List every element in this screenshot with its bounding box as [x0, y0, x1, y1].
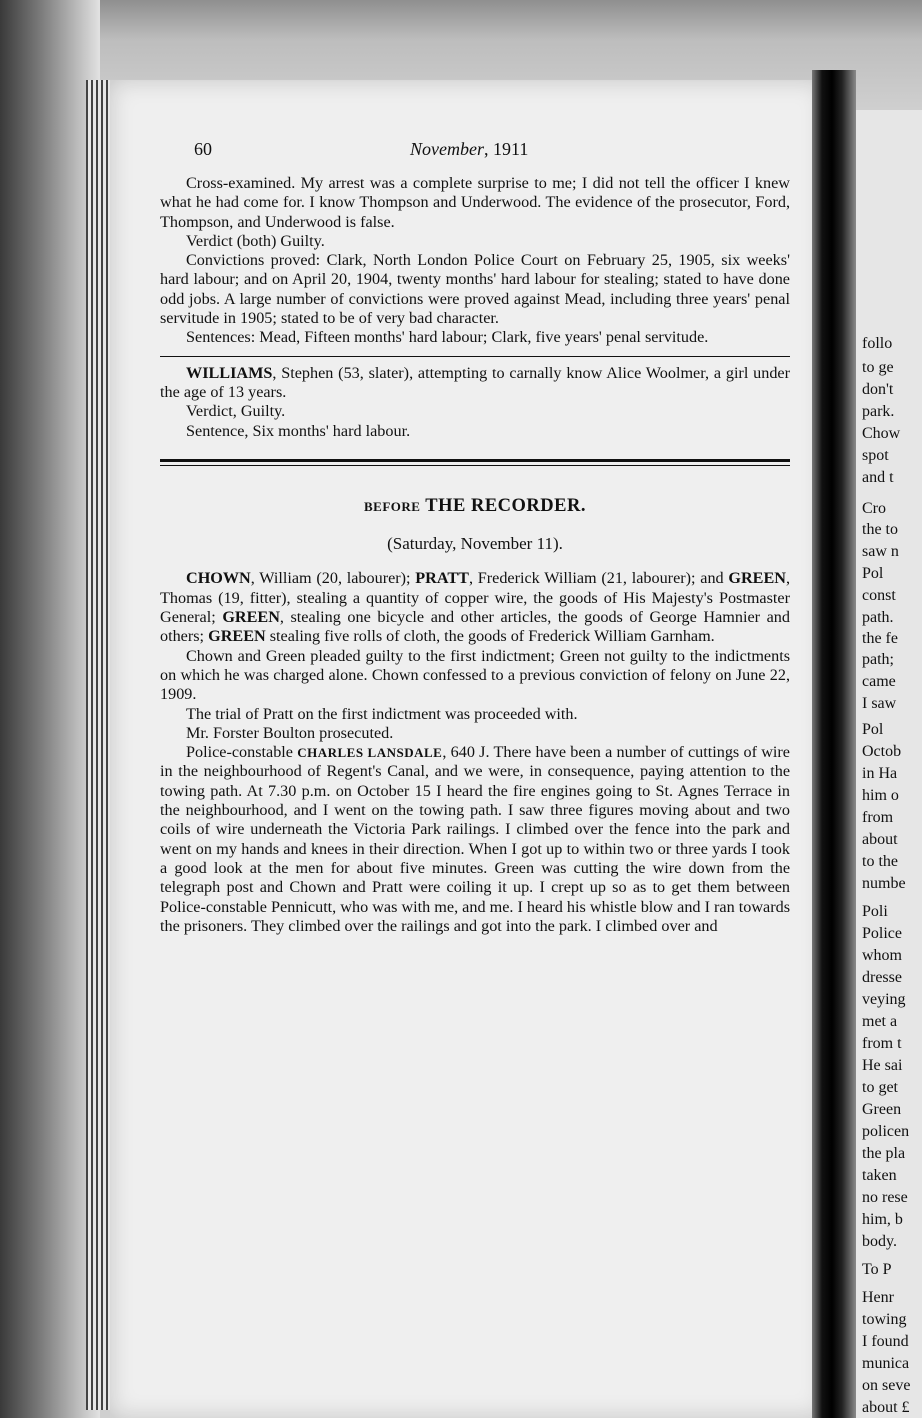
right-page-line: to the: [862, 853, 898, 870]
trial-paragraph: The trial of Pratt on the first indictment was proceeded with.: [186, 704, 578, 723]
chown-text-2: , Frederick William (21, labourer); and: [468, 569, 729, 588]
right-page-line: He sai: [862, 1057, 903, 1074]
cross-examined-paragraph: Cross-examined. My arrest was a complete surprise to me; I did not tell the officer I knew what he had come for. I know Thompson and Underwood. The evidence of the prosecutor, Ford, Thompson, and Underwood is false.: [160, 174, 790, 231]
chown-case-paragraph: [160, 569, 790, 646]
right-page-line: met a: [862, 1013, 898, 1030]
right-page-line: veying: [862, 991, 906, 1008]
right-page-line: body.: [862, 1233, 897, 1250]
right-page-line: no rese: [862, 1189, 908, 1206]
pleaded-paragraph: Chown and Green pleaded guilty to the first indictment; Green not guilty to the indictments on which he was charged alone. Chown confessed to a previous conviction of felony on June 22, 1909.: [160, 646, 790, 704]
right-page-line: in Ha: [862, 765, 898, 782]
defendant-name: PRATT: [415, 569, 469, 588]
convictions-paragraph: Convictions proved: Clark, North London Police Court on February 25, 1905, six weeks' hard labour; and on April 20, 1904, twenty months' hard labour for stealing; stated to have done odd jobs. A large number of convictions were proved against Mead, including three years' penal servitude in 1905; stated to be of very bad character.: [160, 251, 790, 328]
defendant-name: CHOWN: [186, 569, 251, 588]
right-page-line: spot: [862, 447, 889, 464]
right-page-line: on seve: [862, 1377, 911, 1394]
right-page-line: follo: [862, 335, 893, 352]
williams-verdict: Verdict, Guilty.: [186, 402, 286, 421]
right-page-line: taken: [862, 1167, 897, 1184]
right-page-line: don't: [862, 381, 894, 398]
defendant-name: GREEN: [728, 569, 786, 588]
book-gutter: [812, 70, 856, 1418]
right-page-line: Octob: [862, 743, 902, 760]
right-page-fragment: [856, 110, 922, 1418]
right-page-line: path.: [862, 609, 894, 626]
right-page-line: To P: [862, 1261, 892, 1278]
left-page: [110, 80, 824, 1418]
page-content: [160, 140, 790, 936]
right-page-line: park.: [862, 403, 895, 420]
right-page-line: him, b: [862, 1211, 903, 1228]
section-divider: [160, 356, 790, 357]
right-page-line: path;: [862, 651, 894, 668]
right-page-line: Cro: [862, 500, 886, 517]
defendant-name: WILLIAMS: [186, 363, 273, 382]
right-page-line: Police: [862, 925, 902, 942]
chown-text-3: , Thomas (19, fitter), stealing a quantity of copper wire, the goods of His Majesty's Postmaster General;: [160, 569, 790, 627]
right-page-line: the fe: [862, 630, 898, 647]
right-page-line: and t: [862, 469, 894, 486]
chown-text-5: stealing five rolls of cloth, the goods of Frederick William Garnham.: [265, 627, 715, 646]
right-page-line: Pol: [862, 721, 884, 738]
page-header: [160, 140, 790, 174]
right-page-line: Pol: [862, 565, 884, 582]
williams-case-paragraph: [160, 364, 790, 403]
prosecuted-paragraph: Mr. Forster Boulton prosecuted.: [186, 723, 394, 742]
right-page-line: Green: [862, 1101, 902, 1118]
right-page-line: saw n: [862, 543, 899, 560]
sentences-paragraph: Sentences: Mead, Fifteen months' hard labour; Clark, five years' penal servitude.: [186, 328, 709, 347]
lansdale-body: , 640 J. There have been a number of cuttings of wire in the neighbourhood of Regent's Canal, and we were, in consequence, paying attention to the towing path. At 7.30 p.m. on October 15 I heard the fire engines going to St. Agnes Terrace in the neighbourhood, and I went on the towing path. I saw three figures moving about and two coils of wire underneath the Victoria Park railings. I climbed over the fence into the park and went on my hands and knees in their direction. When I got up to within two or three yards I took a good look at the men for about five minutes. Green was cutting the wire down from the telegraph post and Chown and Pratt were coiling it up. I crept up so as to get them between Police-constable Pennicutt, who was with me, and me. I heard his whistle blow and I ran towards the prisoners. They climbed over the railings and got into the park. I climbed over and: [160, 743, 790, 935]
book-left-edge: [0, 0, 100, 1418]
right-page-line: const: [862, 587, 896, 604]
right-page-line: I found: [862, 1333, 909, 1350]
lansdale-prefix: Police-constable: [186, 743, 298, 762]
court-recorder: THE RECORDER.: [420, 495, 586, 516]
header-date: [410, 140, 528, 159]
right-page-line: policen: [862, 1123, 910, 1140]
williams-charge: , Stephen (53, slater), attempting to carnally know Alice Woolmer, a girl under the age of 13 years.: [160, 363, 790, 401]
court-heading: [160, 496, 790, 516]
right-page-line: came: [862, 673, 896, 690]
double-rule-divider: [160, 459, 790, 466]
page-number: 60: [194, 139, 212, 159]
right-page-line: Chow: [862, 425, 901, 442]
court-before: BEFORE: [364, 498, 421, 514]
right-page-line: I saw: [862, 695, 897, 712]
right-page-line: towing: [862, 1311, 907, 1328]
right-page-line: to ge: [862, 359, 894, 376]
right-page-line: him o: [862, 787, 899, 804]
right-page-line: munica: [862, 1355, 910, 1372]
right-page-line: Poli: [862, 903, 888, 920]
right-page-line: about £: [862, 1399, 910, 1416]
right-page-line: whom: [862, 947, 902, 964]
williams-sentence: Sentence, Six months' hard labour.: [186, 421, 411, 440]
defendant-name: GREEN: [208, 627, 266, 646]
right-page-line: dresse: [862, 969, 902, 986]
chown-text-4: , stealing one bicycle and other articles, the goods of George Hamnier and others;: [160, 608, 790, 646]
right-page-line: from t: [862, 1035, 902, 1052]
header-year: , 1911: [483, 139, 529, 159]
right-page-line: the pla: [862, 1145, 906, 1162]
lansdale-testimony: [160, 743, 790, 936]
witness-name: CHARLES LANSDALE: [297, 745, 443, 761]
sitting-date: (Saturday, November 11).: [387, 534, 563, 554]
chown-text-1: , William (20, labourer);: [250, 569, 416, 588]
page-stack-edges: [86, 80, 112, 1410]
right-page-line: Henr: [862, 1289, 894, 1306]
right-page-line: numbe: [862, 875, 906, 892]
defendant-name: GREEN: [222, 608, 280, 627]
right-page-line: the to: [862, 521, 898, 538]
right-page-line: from: [862, 809, 894, 826]
header-month: November: [410, 139, 484, 159]
right-page-line: about: [862, 831, 898, 848]
verdict-paragraph: Verdict (both) Guilty.: [186, 231, 325, 250]
right-page-line: to get: [862, 1079, 898, 1096]
